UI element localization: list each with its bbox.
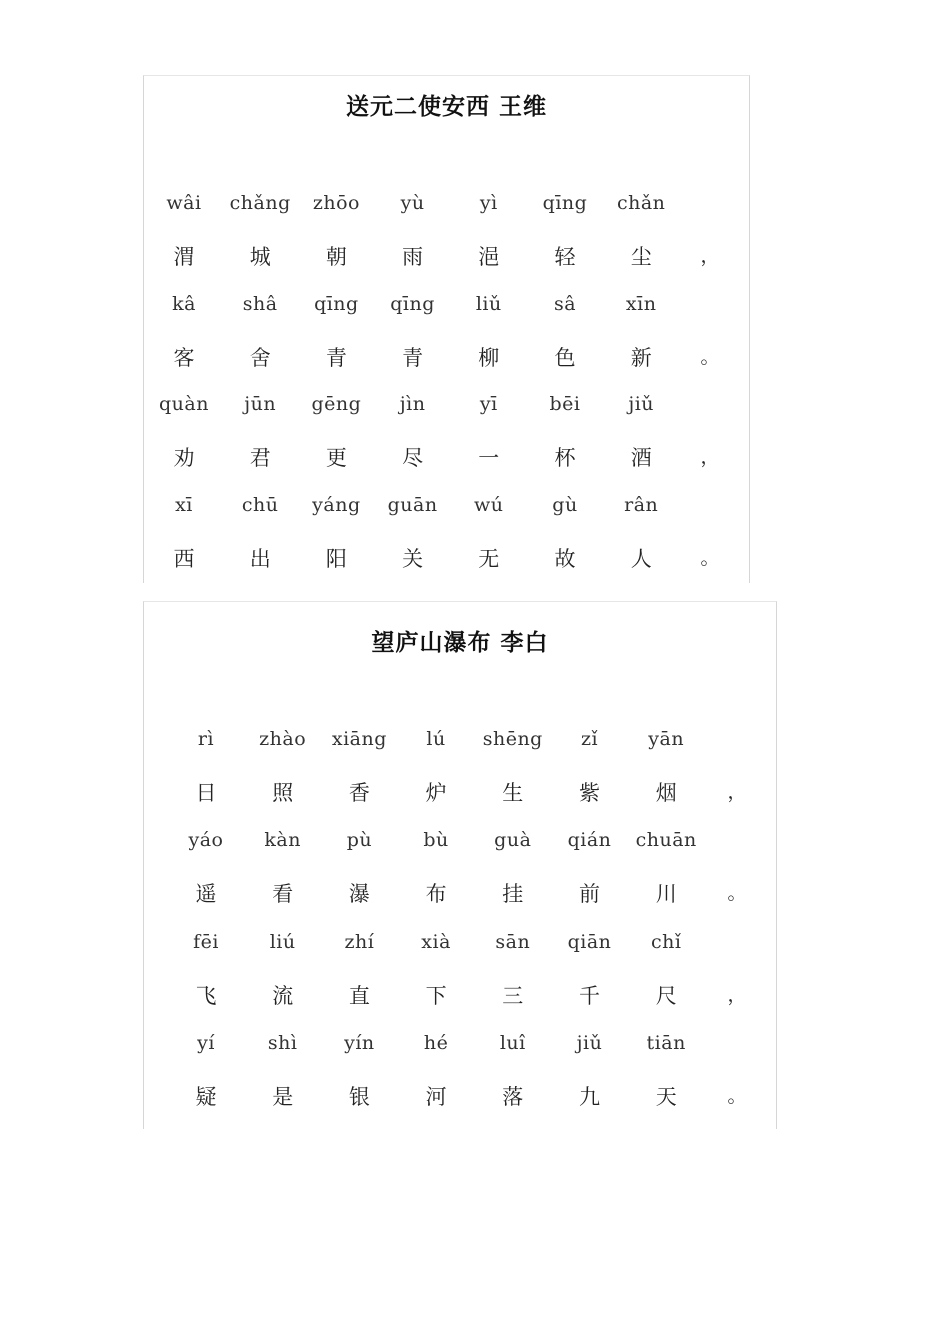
hanzi-character: 色	[554, 345, 576, 370]
pinyin-syllable: qián	[567, 829, 612, 852]
pinyin-syllable: yù	[400, 192, 425, 214]
punctuation-mark: ，	[727, 983, 747, 1006]
hanzi-character: 流	[272, 983, 294, 1008]
punctuation-mark: ，	[700, 245, 720, 267]
pinyin-syllable: sān	[495, 930, 531, 953]
hanzi-character: 青	[402, 345, 424, 370]
poem-card-1	[143, 75, 750, 583]
pinyin-syllable: kàn	[264, 829, 301, 852]
pinyin-syllable: yī	[479, 393, 498, 416]
pinyin-syllable: quàn	[159, 393, 209, 416]
hanzi-character: 故	[554, 546, 576, 571]
hanzi-character: 是	[272, 1085, 294, 1110]
hanzi-character: 疑	[195, 1085, 217, 1110]
pinyin-syllable: yín	[344, 1032, 375, 1055]
hanzi-character: 尺	[655, 983, 677, 1008]
hanzi-character: 千	[579, 983, 600, 1008]
hanzi-character: 生	[502, 781, 524, 805]
hanzi-character: 挂	[502, 882, 524, 907]
hanzi-character: 三	[502, 983, 524, 1008]
pinyin-syllable: gēng	[311, 393, 362, 416]
hanzi-character: 杯	[554, 446, 576, 471]
pinyin-syllable: tiān	[646, 1032, 686, 1055]
pinyin-syllable: chǎn	[616, 192, 666, 214]
poem-card-2	[143, 601, 777, 1129]
hanzi-character: 阳	[325, 546, 347, 571]
pinyin-syllable: qīng	[314, 292, 359, 315]
hanzi-character: 香	[348, 781, 370, 805]
hanzi-character: 飞	[195, 983, 217, 1008]
pinyin-syllable: kâ	[172, 292, 196, 315]
pinyin-syllable: liú	[269, 930, 296, 953]
hanzi-character: 瀑	[348, 882, 370, 907]
hanzi-character: 青	[325, 345, 347, 370]
punctuation-mark: ，	[727, 781, 747, 803]
pinyin-syllable: zhào	[259, 728, 307, 750]
hanzi-character: 城	[249, 245, 271, 269]
pinyin-syllable: sâ	[553, 292, 577, 315]
pinyin-syllable: pù	[346, 829, 373, 852]
pinyin-syllable: zhōo	[312, 192, 360, 214]
punctuation-mark: 。	[727, 1085, 747, 1108]
hanzi-character: 川	[655, 882, 677, 907]
hanzi-character: 酒	[630, 446, 652, 471]
pinyin-syllable: wâi	[166, 192, 202, 214]
hanzi-character: 日	[195, 781, 217, 805]
hanzi-character: 关	[402, 546, 424, 571]
hanzi-character: 无	[478, 546, 500, 571]
hanzi-character: 照	[272, 781, 294, 805]
pinyin-syllable: jiǔ	[576, 1032, 603, 1055]
pinyin-syllable: chū	[241, 493, 279, 516]
hanzi-character: 渭	[173, 245, 195, 269]
hanzi-character: 烟	[655, 781, 677, 805]
pinyin-syllable: bù	[423, 829, 449, 852]
hanzi-character: 客	[173, 345, 195, 370]
pinyin-syllable: lú	[426, 728, 446, 750]
punctuation-mark: 。	[700, 546, 720, 569]
pinyin-syllable: yáng	[312, 493, 361, 516]
hanzi-character: 轻	[554, 245, 576, 269]
punctuation-mark: ，	[700, 446, 720, 469]
hanzi-character: 河	[425, 1085, 447, 1110]
pinyin-syllable: chuān	[635, 829, 697, 852]
pinyin-syllable: xiāng	[331, 728, 387, 750]
pinyin-syllable: shēng	[482, 728, 543, 750]
hanzi-character: 遥	[195, 882, 217, 907]
pinyin-syllable: xī	[175, 493, 193, 516]
hanzi-character: 西	[173, 546, 195, 571]
pinyin-syllable: rân	[624, 493, 659, 516]
pinyin-syllable: qiān	[567, 930, 612, 953]
hanzi-character: 尘	[630, 245, 652, 269]
pinyin-syllable: gù	[552, 493, 578, 516]
hanzi-character: 雨	[402, 245, 424, 269]
pinyin-syllable: qīng	[390, 292, 435, 315]
pinyin-syllable: yáo	[188, 829, 224, 852]
hanzi-character: 直	[348, 983, 370, 1008]
hanzi-character: 九	[579, 1085, 600, 1110]
hanzi-character: 紫	[579, 781, 600, 805]
pinyin-syllable: shâ	[242, 292, 278, 315]
hanzi-character: 天	[655, 1085, 677, 1110]
punctuation-mark: 。	[727, 882, 747, 905]
pinyin-syllable: xīn	[625, 292, 657, 315]
pinyin-syllable: shì	[267, 1032, 298, 1055]
pinyin-syllable: guà	[494, 829, 532, 852]
pinyin-syllable: fēi	[193, 930, 219, 953]
pinyin-syllable: zǐ	[580, 728, 599, 750]
pinyin-syllable: qīng	[542, 192, 588, 214]
hanzi-character: 朝	[325, 245, 347, 269]
pinyin-syllable: wú	[474, 493, 504, 516]
hanzi-character: 新	[630, 345, 652, 370]
hanzi-character: 布	[425, 882, 447, 907]
pinyin-syllable: liǔ	[475, 292, 502, 315]
pinyin-syllable: jiǔ	[628, 393, 655, 416]
pinyin-syllable: jūn	[244, 393, 277, 416]
hanzi-character: 一	[478, 446, 500, 471]
pinyin-syllable: hé	[423, 1032, 449, 1055]
hanzi-character: 看	[272, 882, 294, 907]
hanzi-character: 更	[325, 446, 347, 471]
pinyin-syllable: jìn	[399, 393, 426, 416]
pinyin-syllable: chǐ	[650, 930, 682, 953]
pinyin-syllable: bēi	[549, 393, 581, 416]
hanzi-character: 人	[630, 546, 652, 571]
punctuation-mark: 。	[700, 345, 720, 368]
pinyin-syllable: zhí	[344, 930, 375, 953]
poem-title: 望庐山瀑布 李白	[371, 630, 549, 656]
hanzi-character: 尽	[402, 446, 424, 471]
pinyin-syllable: yì	[479, 192, 498, 214]
poem-title: 送元二使安西 王维	[345, 94, 547, 120]
hanzi-character: 银	[348, 1085, 370, 1110]
pinyin-syllable: guān	[387, 493, 438, 516]
pinyin-syllable: rì	[197, 728, 215, 750]
hanzi-character: 炉	[425, 781, 447, 805]
hanzi-character: 下	[425, 983, 447, 1008]
hanzi-character: 前	[579, 882, 600, 907]
hanzi-character: 出	[249, 546, 271, 571]
pinyin-syllable: chǎng	[229, 192, 291, 214]
hanzi-character: 劝	[173, 446, 195, 471]
pinyin-syllable: yān	[648, 728, 685, 750]
pinyin-syllable: xià	[421, 930, 451, 953]
pinyin-syllable: yí	[197, 1032, 215, 1055]
pinyin-syllable: luî	[499, 1032, 526, 1055]
hanzi-character: 君	[249, 446, 271, 471]
hanzi-character: 浥	[478, 245, 500, 269]
hanzi-character: 落	[502, 1085, 524, 1110]
hanzi-character: 柳	[478, 345, 500, 370]
hanzi-character: 舍	[249, 345, 271, 370]
